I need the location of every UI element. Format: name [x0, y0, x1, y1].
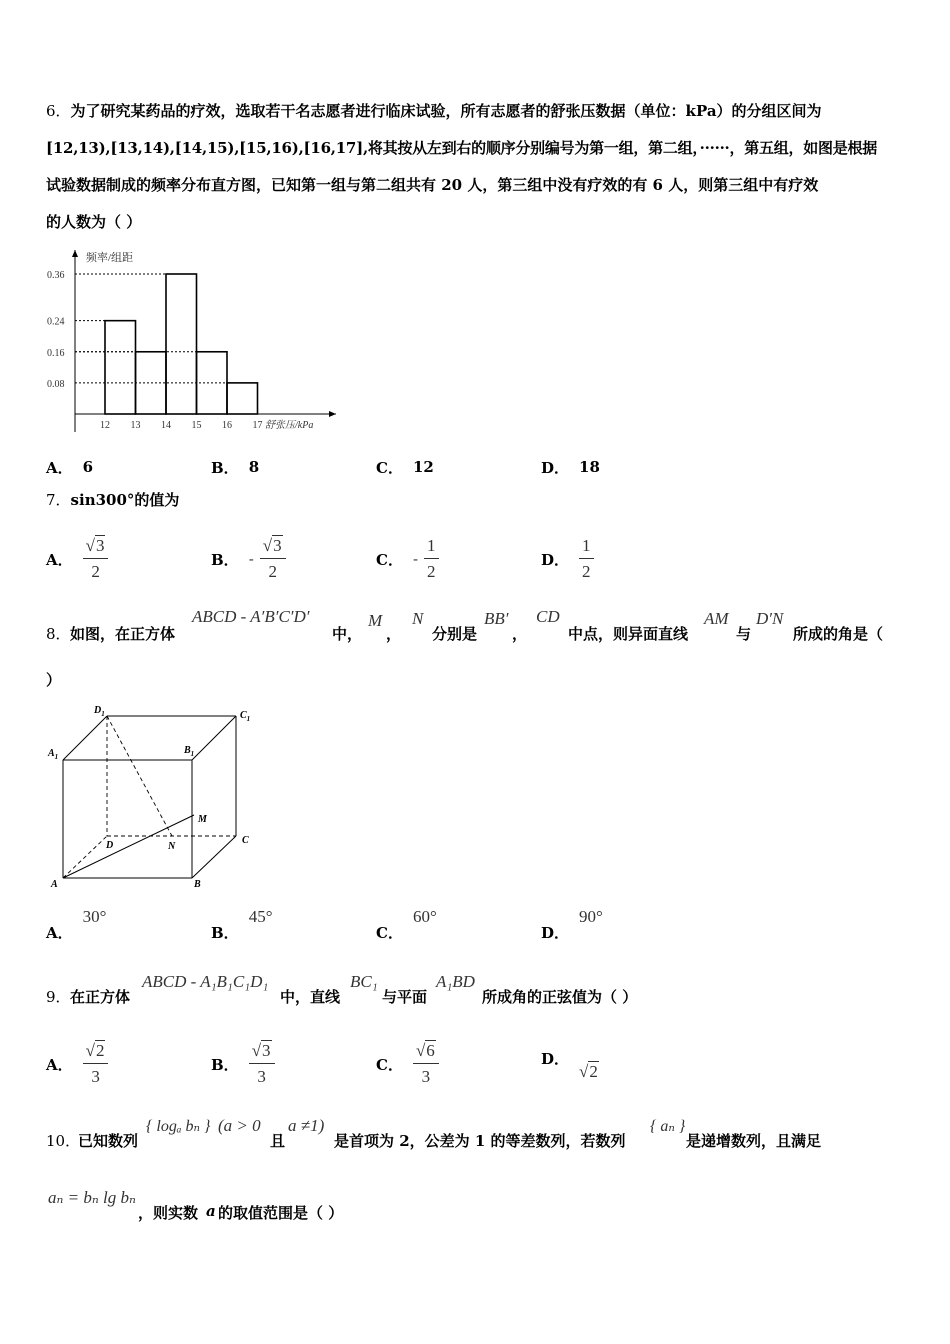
q7-c-fraction: $\frac{1}{2}$ [424, 536, 439, 582]
q6-option-c[interactable]: C． 12 [376, 458, 434, 477]
q8-option-a[interactable]: A． 30° [46, 907, 107, 942]
x-tick-3: 15 [191, 420, 202, 431]
q8-options [46, 907, 906, 947]
q7-d-fraction: $\frac{1}{2}$ [579, 536, 594, 582]
q6-line3: 试验数据制成的频率分布直方图，已知第一组与第二组共有 20 人，第三组中没有疗效的有 6 人，则第三组中有疗效 [46, 176, 819, 194]
q9-option-b[interactable]: B． $\frac{√3}{3}$ [211, 1034, 275, 1094]
q6-line4: 的人数为（ ） [46, 213, 142, 231]
label-c: C [242, 835, 249, 846]
q8-option-d[interactable]: D． 90° [541, 907, 603, 942]
x-axis-arrow [329, 411, 336, 417]
q6-line1: 6．为了研究某药品的疗效，选取若干名志愿者进行临床试验，所有志愿者的舒张压数据（单位：kPa）的分组区间为 [46, 102, 822, 120]
bar-5 [227, 383, 258, 414]
q6-option-a[interactable]: A． 6 [46, 458, 94, 477]
y-axis-label: 频率/组距 [86, 252, 134, 264]
q8-line2: ） [46, 671, 62, 689]
label-d1: $D_1$ [94, 705, 105, 718]
frequency-histogram [44, 242, 344, 438]
label-n: N [168, 841, 176, 852]
q7-option-b[interactable]: B． - $\frac{√3}{2}$ [211, 527, 286, 591]
label-m: M [198, 814, 207, 825]
y-axis-arrow [72, 250, 78, 257]
label-c1: $C_1$ [240, 710, 251, 723]
q7-option-d[interactable]: D． $\frac{1}{2}$ [541, 527, 594, 591]
question-7: 7．sin300°的值为 [46, 491, 180, 509]
q7-option-c[interactable]: C． - $\frac{1}{2}$ [376, 527, 439, 591]
x-tick-1: 13 [130, 420, 141, 431]
q9-option-c[interactable]: C． $\frac{√6}{3}$ [376, 1034, 439, 1094]
q6-option-d[interactable]: D． 18 [541, 458, 600, 477]
cube-figure [44, 700, 264, 896]
y-tick-0: 0.08 [47, 378, 65, 390]
y-tick-1: 0.16 [47, 347, 65, 359]
label-b1: $B_1$ [184, 745, 195, 758]
x-tick-4: 16 [222, 420, 232, 431]
bar-1 [105, 321, 136, 414]
q7-option-a[interactable]: A． $\frac{√3}{2}$ [46, 527, 108, 591]
q9-option-a[interactable]: A． $\frac{√2}{3}$ [46, 1034, 108, 1094]
q7-options [46, 527, 906, 591]
x-tick-2: 14 [161, 420, 171, 431]
x-tick-5: 17 [252, 420, 263, 431]
q9-options [46, 1034, 906, 1094]
q6-option-b[interactable]: B． 8 [211, 458, 260, 477]
q8-option-c[interactable]: C． 60° [376, 907, 437, 942]
q10-line2: aₙ = bₙ lg bₙ ，则实数 a 的取值范围是（ ） [48, 1188, 344, 1222]
q9-option-d[interactable]: D． √2 [541, 1050, 598, 1081]
bar-3 [166, 274, 197, 414]
question-8: 8． 如图，在正方体 ABCD - A′B′C′D′ 中， M ， N 分别是 BB′ ， CD 中点，则异面直线 AM 与 D′N 所成的角是（ [46, 607, 884, 643]
y-tick-3: 0.36 [47, 270, 65, 281]
q8-option-b[interactable]: B． 45° [211, 907, 273, 942]
question-9: 9． 在正方体 ABCD - A₁B₁C₁D₁ 中，直线 BC₁ 与平面 A₁BD 所成角的正弦值为（ ） [46, 972, 638, 1006]
q6-line2: [12,13),[13,14),[14,15),[15,16),[16,17],将其按从左到右的顺序分别编号为第一组，第二组，······，第五组，如图是根据 [46, 139, 878, 157]
question-6 [46, 93, 908, 241]
question-10: 10． 已知数列 { logₐ bₙ } (a > 0 且 a ≠1) 是首项为 2，公差为 1 的等差数列，若数列 { aₙ } 是递增数列，且满足 [46, 1116, 822, 1150]
label-a: A [51, 879, 58, 890]
label-b: B [194, 879, 201, 890]
q7-a-fraction: $\frac{√3}{2}$ [83, 536, 109, 582]
x-axis-label: 舒张压/kPa [265, 420, 314, 431]
x-tick-0: 12 [100, 420, 110, 431]
label-a1: $A_1$ [48, 748, 59, 761]
y-tick-2: 0.24 [47, 316, 65, 328]
q7-b-fraction: $\frac{√3}{2}$ [260, 536, 286, 582]
label-d: D [106, 840, 114, 851]
